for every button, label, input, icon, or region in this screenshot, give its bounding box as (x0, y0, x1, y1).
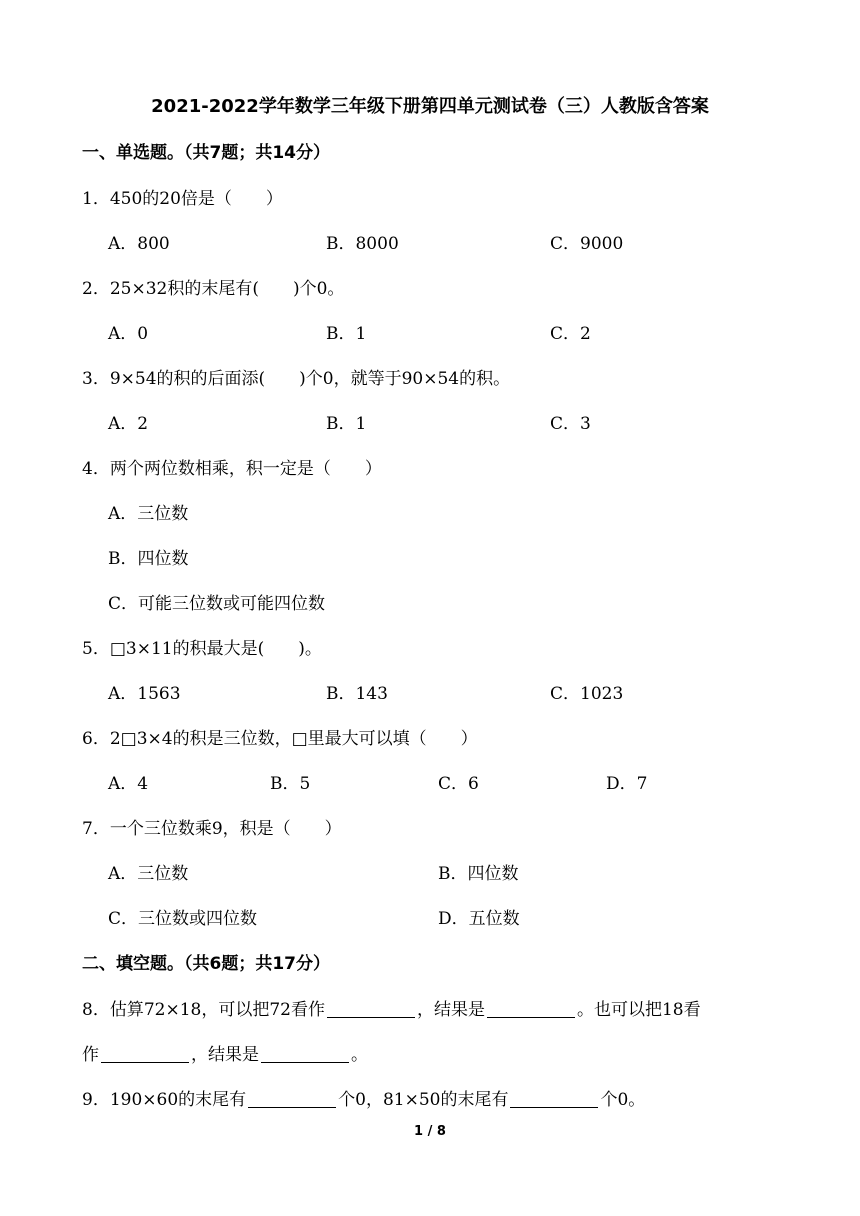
section-heading-fill-blank: 二、填空题。（共6题；共17分） (82, 954, 330, 974)
question-4: 4．两个两位数相乘，积一定是（ ） (82, 459, 382, 479)
question-7: 7．一个三位数乘9，积是（ ） (82, 819, 342, 839)
question-6-option-d: D．7 (606, 774, 648, 794)
question-4-option-c: C．可能三位数或可能四位数 (108, 594, 326, 614)
question-3: 3．9×54的积的后面添( )个0，就等于90×54的积。 (82, 369, 511, 389)
question-2-option-a: A．0 (108, 324, 149, 344)
question-1-option-a: A．800 (108, 234, 170, 254)
question-8-text-4: 作 (82, 1045, 99, 1065)
question-8-line-1 (82, 995, 701, 1020)
question-6-option-c: C．6 (438, 774, 479, 794)
question-4-option-b: B．四位数 (108, 549, 189, 569)
question-3-option-c: C．3 (550, 414, 591, 434)
page-number: 1 / 8 (414, 1124, 446, 1139)
question-9 (82, 1085, 645, 1110)
section-heading-single-choice: 一、单选题。（共7题；共14分） (82, 143, 330, 163)
answer-blank[interactable] (101, 1044, 189, 1063)
question-8-text-1: 8．估算72×18，可以把72看作 (82, 1000, 325, 1020)
question-8-text-6: 。 (351, 1045, 368, 1065)
question-7-option-b: B．四位数 (438, 864, 519, 884)
question-5: 5．□3×11的积最大是( )。 (82, 639, 322, 659)
document-title: 2021-2022学年数学三年级下册第四单元测试卷（三）人教版含答案 (151, 96, 709, 117)
question-8-text-5: ，结果是 (191, 1045, 259, 1065)
question-9-text-3: 个0。 (600, 1090, 646, 1110)
answer-blank[interactable] (510, 1089, 598, 1108)
question-5-option-a: A．1563 (108, 684, 181, 704)
answer-blank[interactable] (487, 999, 575, 1018)
question-2-option-b: B．1 (326, 324, 367, 344)
question-9-text-2: 个0，81×50的末尾有 (338, 1090, 509, 1110)
question-6-option-a: A．4 (108, 774, 149, 794)
question-1: 1．450的20倍是（ ） (82, 189, 283, 209)
question-5-option-c: C．1023 (550, 684, 624, 704)
question-9-text-1: 9．190×60的末尾有 (82, 1090, 247, 1110)
question-1-option-b: B．8000 (326, 234, 399, 254)
question-8-text-2: ，结果是 (416, 1000, 485, 1020)
question-7-option-d: D．五位数 (438, 909, 520, 929)
answer-blank[interactable] (327, 999, 415, 1018)
question-7-option-c: C．三位数或四位数 (108, 909, 258, 929)
question-3-option-b: B．1 (326, 414, 367, 434)
question-8-text-3: 。也可以把18看 (576, 1000, 701, 1020)
question-3-option-a: A．2 (108, 414, 149, 434)
question-6-option-b: B．5 (270, 774, 311, 794)
question-5-option-b: B．143 (326, 684, 388, 704)
question-2: 2．25×32积的末尾有( )个0。 (82, 279, 345, 299)
question-7-option-a: A．三位数 (108, 864, 189, 884)
question-2-option-c: C．2 (550, 324, 591, 344)
question-1-option-c: C．9000 (550, 234, 624, 254)
question-8-line-2 (82, 1040, 368, 1065)
question-6: 6．2□3×4的积是三位数，□里最大可以填（ ） (82, 729, 478, 749)
question-4-option-a: A．三位数 (108, 504, 189, 524)
answer-blank[interactable] (261, 1044, 349, 1063)
answer-blank[interactable] (248, 1089, 336, 1108)
